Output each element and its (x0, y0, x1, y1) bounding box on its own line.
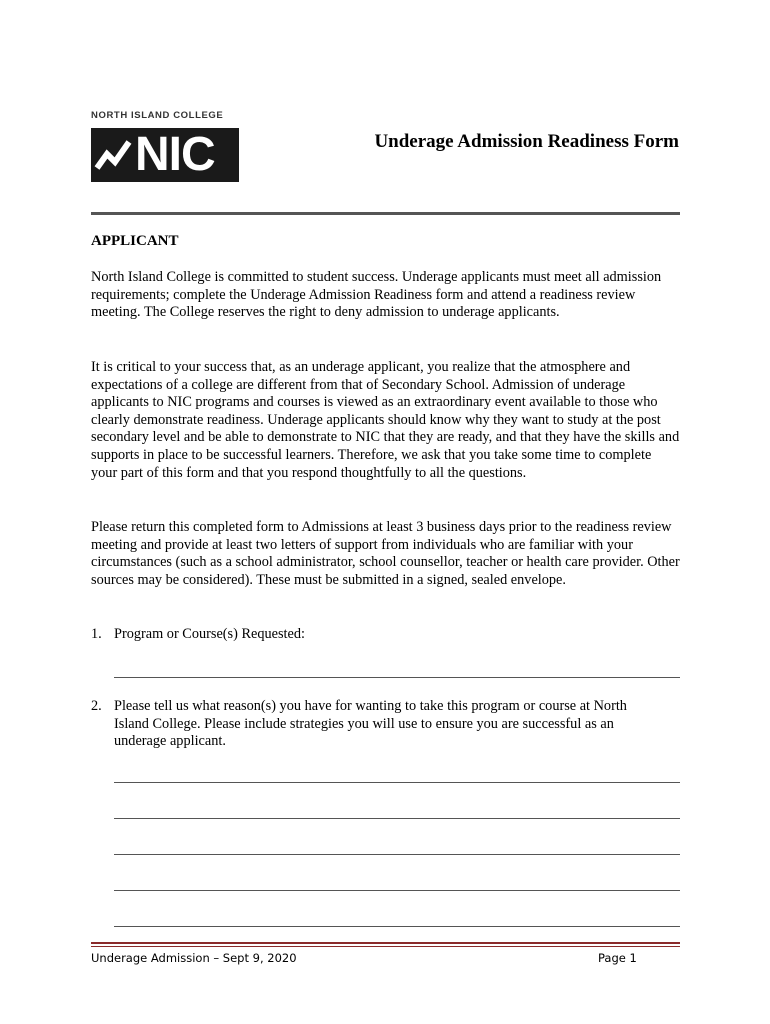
wave-icon (91, 128, 135, 182)
paragraph-return-instructions: Please return this completed form to Admissions at least 3 business days prior to the readiness review meeting and provide at least two letters of support from individuals who are familiar with your circumstances (such as a school administrator, school counsellor, teacher or health care provider. Other sources may be considered). These must be submitted in a signed, sealed envelope. (91, 519, 680, 588)
question-number: 1. (91, 626, 102, 642)
header-divider (91, 212, 680, 215)
question-number: 2. (91, 698, 102, 714)
section-heading: APPLICANT (91, 233, 179, 249)
footer-doc-label: Underage Admission – Sept 9, 2020 (91, 951, 297, 965)
footer-rule (91, 946, 680, 947)
answer-line-q2-1[interactable] (114, 782, 680, 783)
answer-line-q2-2[interactable] (114, 818, 680, 819)
paragraph-readiness: It is critical to your success that, as an underage applicant, you realize that the atmosphere and expectations of a college are different from that of Secondary School. Admission of underage applicants to NIC programs and courses is viewed as an extraordinary event available to those who clearly demonstrate readiness. Underage applicants should know why they want to study at the post secondary level and be able to demonstrate to NIC that they are ready, and that they have the skills and supports in place to be successful learners. Therefore, we ask that you take some time to complete your part of this form and that you respond thoughtfully to all the questions. (91, 359, 680, 481)
nic-logo (91, 110, 241, 186)
paragraph-intro: North Island College is committed to student success. Underage applicants must meet all admission requirements; complete the Underage Admission Readiness form and attend a readiness review meeting. The College reserves the right to deny admission to underage applicants. (91, 269, 662, 321)
answer-line-q2-4[interactable] (114, 890, 680, 891)
footer-page-number: Page 1 (598, 951, 637, 965)
answer-line-q1[interactable] (114, 677, 680, 678)
answer-line-q2-3[interactable] (114, 854, 680, 855)
logo-college-name: NORTH ISLAND COLLEGE (91, 110, 224, 121)
logo-text: NIC (135, 128, 215, 181)
answer-line-q2-5[interactable] (114, 926, 680, 927)
page-title: Underage Admission Readiness Form (374, 131, 679, 152)
logo-mark (91, 128, 239, 182)
question-text: Please tell us what reason(s) you have for wanting to take this program or course at North Island College. Please include strategies you will use to ensure you are successful as an underage applicant. (114, 698, 627, 750)
question-text: Program or Course(s) Requested: (114, 626, 305, 642)
footer-rule (91, 942, 680, 944)
